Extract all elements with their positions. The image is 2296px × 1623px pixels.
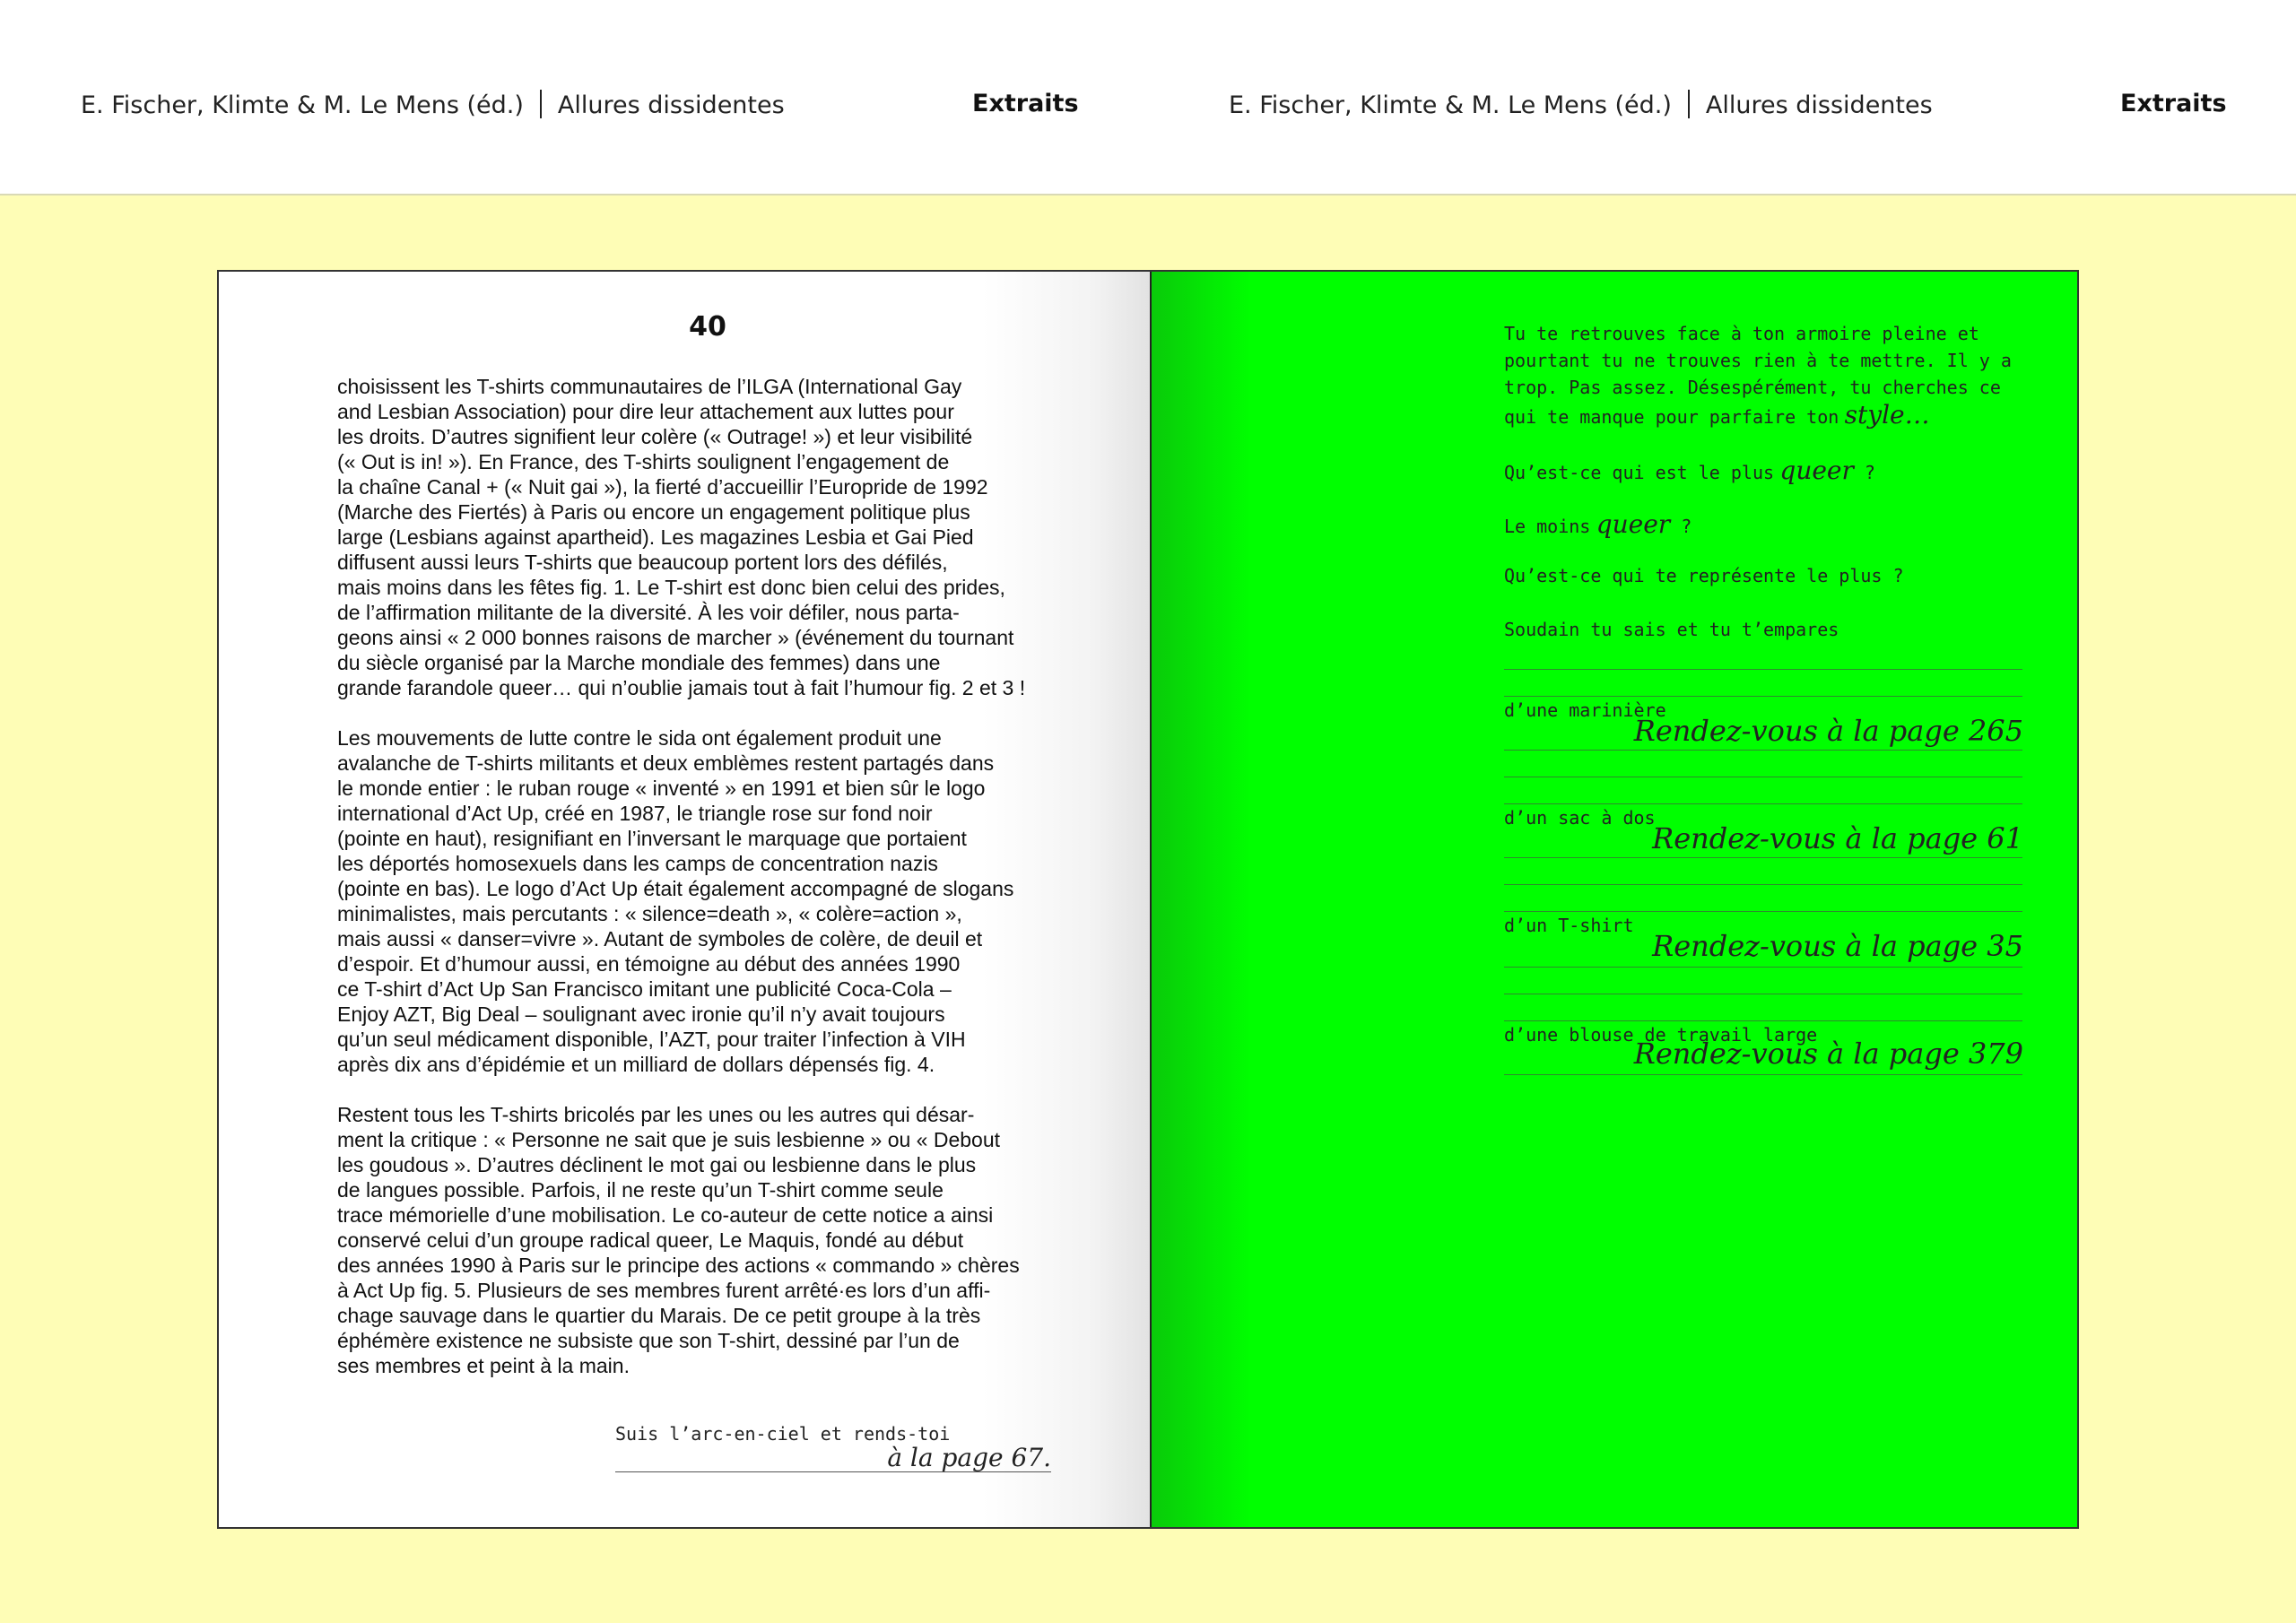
question-mark: ? — [1853, 462, 1875, 483]
rule — [1504, 696, 2022, 697]
question-text: Le moins — [1504, 516, 1591, 537]
body-text — [337, 374, 1055, 1403]
question-text: Qu’est-ce qui est le plus — [1504, 462, 1775, 483]
question-script: queer — [1596, 509, 1671, 539]
rule — [1504, 1020, 2022, 1021]
rule — [1504, 803, 2022, 804]
header-divider — [1688, 90, 1690, 118]
page-number: 40 — [689, 311, 726, 343]
header-left-citation — [81, 90, 785, 119]
choice-label: d’un T-shirt — [1504, 915, 1634, 936]
question-4: Soudain tu sais et tu t’empares — [1504, 619, 1839, 640]
question-script: queer — [1779, 456, 1854, 485]
intro-script: style… — [1844, 400, 1930, 430]
choice-link[interactable]: Rendez-vous à la page 61 — [1652, 821, 2023, 855]
choice-link[interactable]: Rendez-vous à la page 379 — [1633, 1037, 2023, 1071]
header-book-title: Allures dissidentes — [1705, 91, 1933, 119]
intro-line: pourtant tu ne trouves rien à te mettre. Il y a — [1504, 350, 2012, 371]
paragraph: Les mouvements de lutte contre le sida ont également produit une avalanche de T-shirts militants et deux emblèmes restent partagés dans le monde entier : le ruban rouge « inventé » en 1991 et bien sûr le logo international d’Act Up, créé en 1987, le triangle rose sur fond noir (pointe en haut), resignifiant en l’inversant le marquage que portaient les déportés homosexuels dans les camps de concentration nazis (pointe en bas). Le logo d’Act Up était également accompagné de slogans minimalistes, mais percutants : « silence=death », « colère=action », mais aussi « danser=vivre ». Autant de symboles de colère, de deuil et d’espoir. Et d’humour aussi, en témoigne au début des années 1990 ce T-shirt d’Act Up San Francisco imitant une publicité Coca-Cola – Enjoy AZT, Big Deal – soulignant avec ironie qu’il n’y avait toujours qu’un seul médicament disponible, l’AZT, pour traiter l’infection à VIH après dix ans d’épidémie et un milliard de dollars dépensés fig. 4. — [337, 726, 1014, 1076]
intro-line: Tu te retrouves face à ton armoire pleine et — [1504, 323, 1979, 344]
question-mark: ? — [1670, 516, 1692, 537]
header-authors: E. Fischer, Klimte & M. Le Mens (éd.) — [81, 91, 524, 119]
intro-line: trop. Pas assez. Désespérément, tu cherches ce — [1504, 377, 2001, 398]
paragraph: Restent tous les T-shirts bricolés par les unes ou les autres qui désar- ment la critique : « Personne ne sait que je suis lesbienne » ou « Debout les goudous ». D’autres déclinent le mot gai ou lesbienne dans le plus de langues possible. Parfois, il ne reste qu’un T-shirt comme seule trace mémorielle d’une mobilisation. Le co-auteur de cette notice a ainsi conservé celui d’un groupe radical queer, Le Maquis, fondé au début des années 1990 à Paris sur le principe des actions « commando » chères à Act Up fig. 5. Plusieurs de ses membres furent arrêté·es lors d’un affi- chage sauvage dans le quartier du Marais. De ce petit groupe à la très éphémère existence ne subsiste que son T-shirt, dessiné par l’un de ses membres et peint à la main. — [337, 1103, 1020, 1377]
header-book-title: Allures dissidentes — [557, 91, 785, 119]
header-right-citation — [1229, 90, 1933, 119]
footnote-text: Suis l’arc-en-ciel et rends-toi — [615, 1423, 951, 1445]
footnote-rule — [615, 1471, 1051, 1472]
header-section-link[interactable]: Extraits — [2120, 90, 2227, 117]
intro-line — [1504, 400, 1930, 430]
question-1 — [1504, 456, 1875, 485]
choice-link[interactable]: Rendez-vous à la page 35 — [1652, 929, 2023, 963]
intro-text: qui te manque pour parfaire ton — [1504, 406, 1839, 428]
header-divider — [540, 90, 542, 118]
question-3: Qu’est-ce qui te représente le plus ? — [1504, 565, 1904, 586]
rule — [1504, 857, 2022, 858]
header-section-link[interactable]: Extraits — [972, 90, 1079, 117]
rule — [1504, 967, 2022, 968]
footnote-script: à la page 67. — [887, 1443, 1051, 1472]
choice-label: d’une marinière — [1504, 699, 1666, 721]
site-header — [0, 0, 2296, 195]
rule — [1504, 669, 2022, 670]
rule — [1504, 884, 2022, 885]
choice-label: d’un sac à dos — [1504, 807, 1656, 829]
question-2 — [1504, 509, 1692, 539]
rule — [1504, 1074, 2022, 1075]
choice-link[interactable]: Rendez-vous à la page 265 — [1633, 714, 2023, 748]
rule — [1504, 911, 2022, 912]
choice-label: d’une blouse de travail large — [1504, 1024, 1818, 1046]
rule — [1504, 750, 2022, 751]
left-page — [219, 272, 1152, 1527]
header-authors: E. Fischer, Klimte & M. Le Mens (éd.) — [1229, 91, 1672, 119]
paragraph: choisissent les T-shirts communautaires de l’ILGA (International Gay and Lesbian Association) pour dire leur attachement aux luttes pour les droits. D’autres signifient leur colère (« Outrage! ») et leur visibilité (« Out is in! »). En France, des T-shirts soulignent l’engagement de la chaîne Canal + (« Nuit gai »), la fierté d’accueillir l’Europride de 1992 (Marche des Fiertés) à Paris ou encore un engagement politique plus large (Lesbians against apartheid). Les magazines Lesbia et Gai Pied diffusent aussi leurs T-shirts que beaucoup portent lors des défilés, mais moins dans les fêtes fig. 1. Le T-shirt est donc bien celui des prides, de l’affirmation militante de la diversité. À les voir défiler, nous parta- geons ainsi « 2 000 bonnes raisons de marcher » (événement du tournant du siècle organisé par la Marche mondiale des femmes) dans une grande farandole queer… qui n’oublie jamais tout à fait l’humour fig. 2 et 3 ! — [337, 375, 1026, 699]
